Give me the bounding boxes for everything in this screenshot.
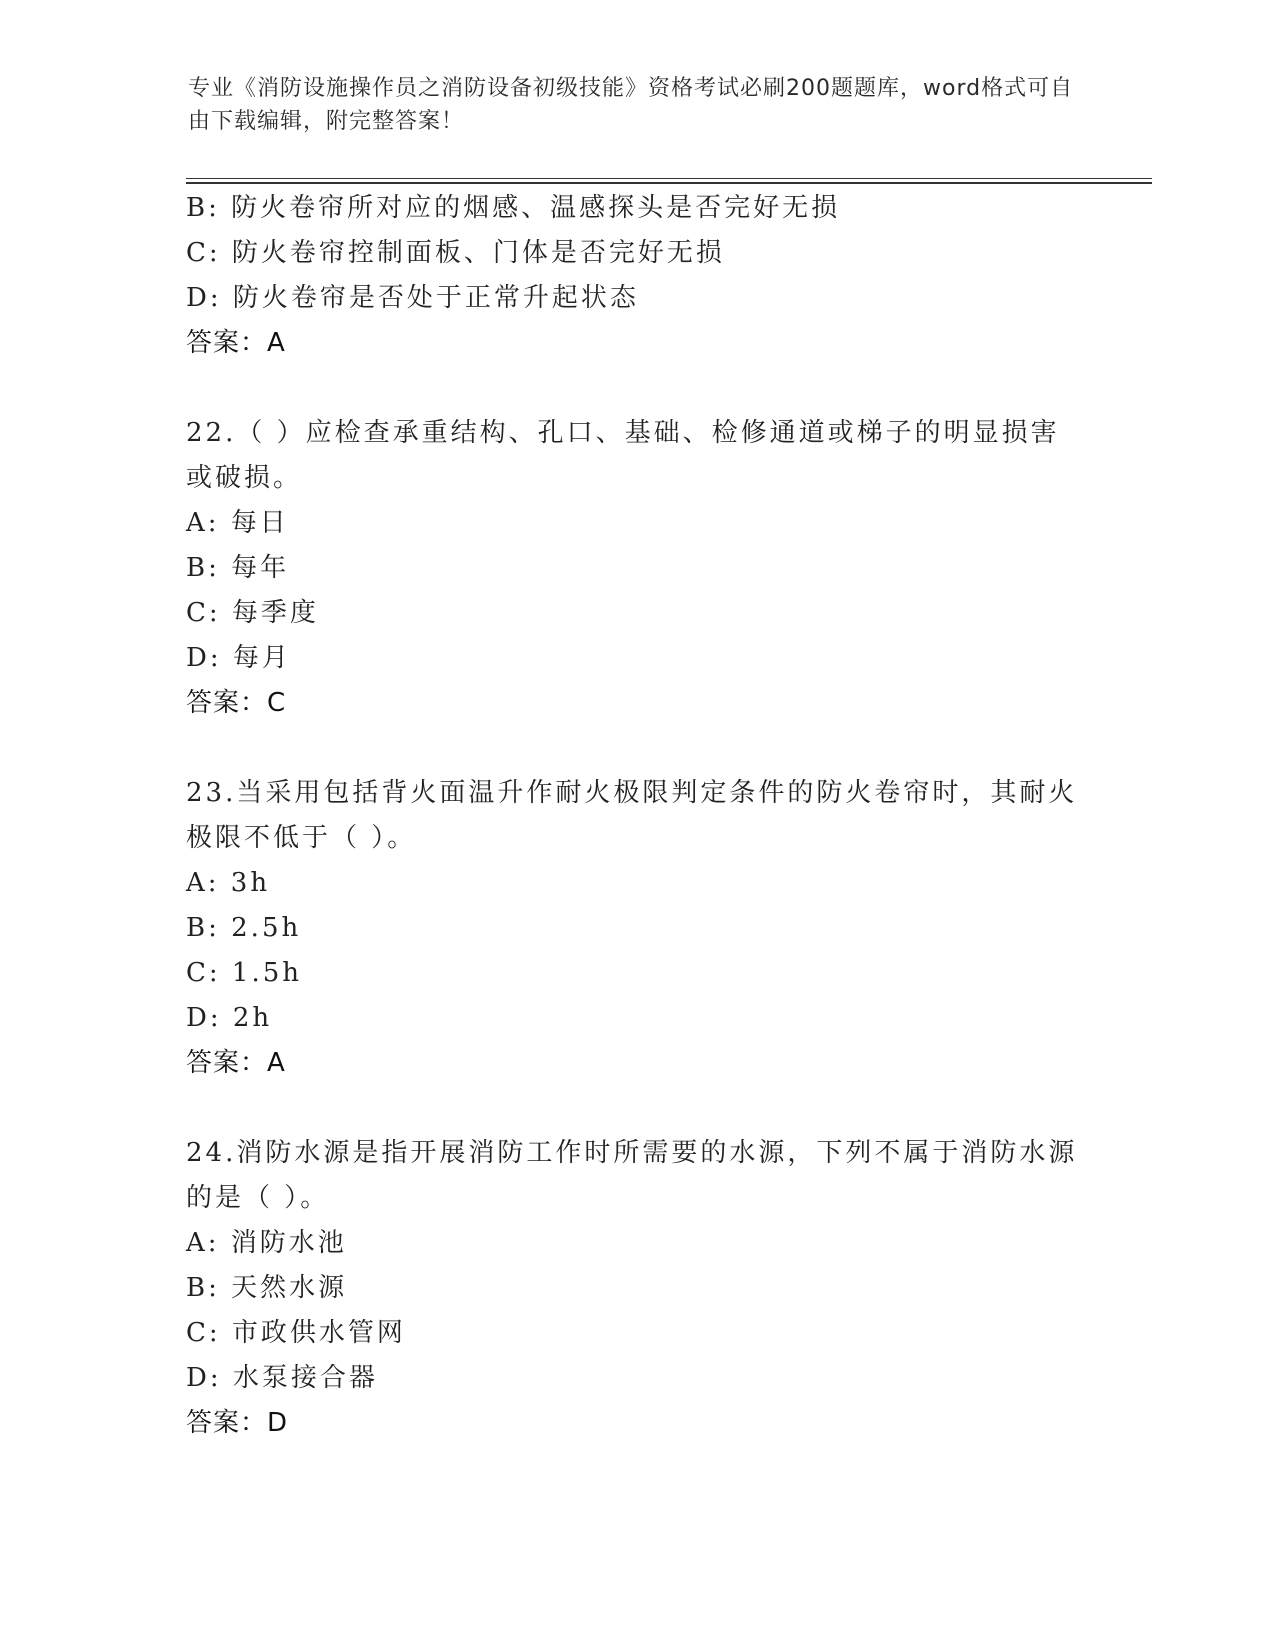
q23-stem-line1: 23.当采用包括背火面温升作耐火极限判定条件的防火卷帘时，其耐火 <box>186 778 1078 808</box>
header-divider-thin <box>186 178 1152 179</box>
q24-answer: 答案：D <box>186 1408 289 1438</box>
q23-option-c: C: 1.5h <box>186 958 303 988</box>
q21-option-b: B: 防火卷帘所对应的烟感、温感探头是否完好无损 <box>186 193 841 223</box>
q23-answer: 答案：A <box>186 1048 286 1078</box>
header-divider-thick <box>186 182 1152 184</box>
q21-option-d: D: 防火卷帘是否处于正常升起状态 <box>186 283 639 313</box>
q24-option-c: C: 市政供水管网 <box>186 1318 406 1348</box>
q24-option-a: A: 消防水池 <box>186 1228 347 1258</box>
q22-stem-line1: 22.（ ）应检查承重结构、孔口、基础、检修通道或梯子的明显损害 <box>186 418 1060 448</box>
q24-stem-line2: 的是（ ）。 <box>186 1183 330 1213</box>
q24-option-d: D: 水泵接合器 <box>186 1363 378 1393</box>
document-header: 专业《消防设施操作员之消防设备初级技能》资格考试必刷200题题库，word格式可自由下载编辑，附完整答案！ <box>188 76 1074 134</box>
q21-option-c: C: 防火卷帘控制面板、门体是否完好无损 <box>186 238 725 268</box>
q24-option-b: B: 天然水源 <box>186 1273 348 1303</box>
q22-option-b: B: 每年 <box>186 553 290 583</box>
q22-option-c: C: 每季度 <box>186 598 319 628</box>
q21-answer: 答案：A <box>186 328 286 358</box>
q23-option-b: B: 2.5h <box>186 913 302 943</box>
q22-option-a: A: 每日 <box>186 508 289 538</box>
q22-stem-line2: 或破损。 <box>186 463 303 493</box>
q24-stem-line1: 24.消防水源是指开展消防工作时所需要的水源，下列不属于消防水源 <box>186 1138 1078 1168</box>
q22-answer: 答案：C <box>186 688 287 718</box>
q23-option-a: A: 3h <box>186 868 271 898</box>
q23-option-d: D: 2h <box>186 1003 273 1033</box>
q23-stem-line2: 极限不低于（ ）。 <box>186 823 417 853</box>
q22-option-d: D: 每月 <box>186 643 291 673</box>
